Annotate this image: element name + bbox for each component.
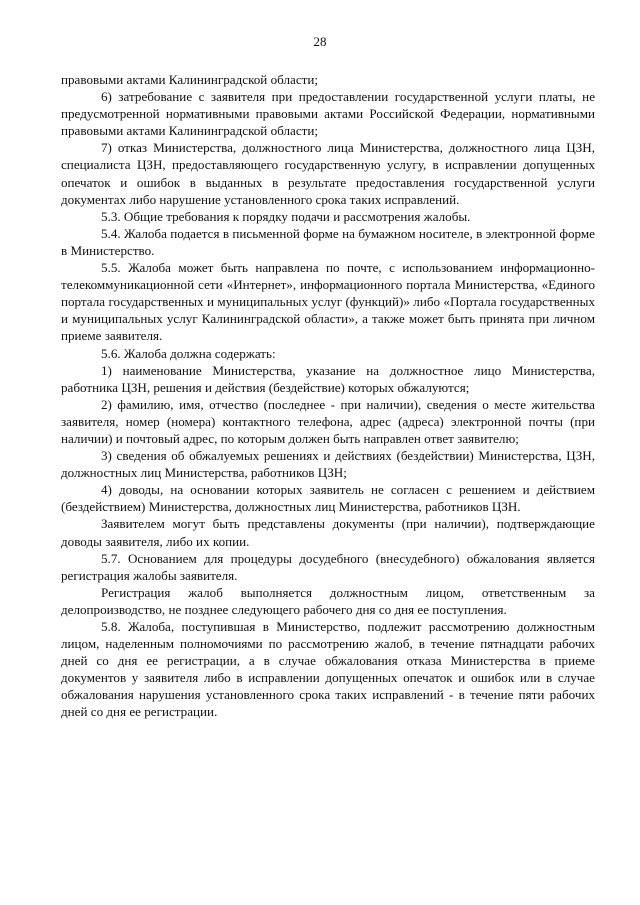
document-body [61, 71, 595, 721]
paragraph: 5.6. Жалоба должна содержать: [101, 345, 276, 361]
paragraph: Заявителем могут быть представлены документы (при наличии), подтверждающие доводы заявителя, либо их копии. [61, 516, 595, 549]
paragraph: 7) отказ Министерства, должностного лица Министерства, должностного лица ЦЗН, специалиста ЦЗН, предоставляющего государственную услугу, в исправлении допущенных опечаток и ошибок в выданных в результате предоставления государственной услуги документах либо нарушение установленного срока таких исправлений. [61, 140, 595, 207]
paragraph: 5.8. Жалоба, поступившая в Министерство, подлежит рассмотрению должностным лицом, наделенным полномочиями по рассмотрению жалоб, в течение пятнадцати рабочих дней со дня ее регистрации, а в случае обжалования отказа Министерства в приеме документов у заявителя либо в исправлении допущенных опечаток и ошибок или в случае обжалования нарушения установленного срока таких исправлений - в течение пяти рабочих дней со дня ее регистрации. [61, 619, 595, 720]
paragraph: 5.4. Жалоба подается в письменной форме на бумажном носителе, в электронной форме в Министерство. [61, 225, 595, 258]
paragraph: 5.3. Общие требования к порядку подачи и рассмотрения жалобы. [101, 208, 471, 224]
paragraph: 2) фамилию, имя, отчество (последнее - при наличии), сведения о месте жительства заявителя, номер (номера) контактного телефона, адрес (адреса) электронной почты (при наличии) и почтовый адрес, по которым должен быть направлен ответ заявителю; [61, 396, 595, 446]
paragraph: Регистрация жалоб выполняется должностным лицом, ответственным за делопроизводство, не позднее следующего рабочего дня со дня ее поступления. [61, 584, 595, 617]
paragraph: 4) доводы, на основании которых заявитель не согласен с решением и действием (бездействием) Министерства, должностных лиц Министерства, работников ЦЗН. [61, 482, 595, 515]
paragraph: правовыми актами Калининградской области; [61, 72, 318, 87]
paragraph: 5.7. Основанием для процедуры досудебного (внесудебного) обжалования является регистрация жалобы заявителя. [61, 550, 595, 583]
paragraph: 3) сведения об обжалуемых решениях и действиях (бездействии) Министерства, ЦЗН, должностных лиц Министерства, работников ЦЗН; [61, 448, 595, 481]
paragraph: 6) затребование с заявителя при предоставлении государственной услуги платы, не предусмотренной нормативными правовыми актами Российской Федерации, нормативными правовыми актами Калининградской области; [61, 89, 595, 139]
paragraph: 1) наименование Министерства, указание на должностное лицо Министерства, работника ЦЗН, решения и действия (бездействие) которых обжалуются; [61, 362, 595, 395]
page-number: 28 [313, 34, 327, 49]
paragraph: 5.5. Жалоба может быть направлена по почте, с использованием информационно-телекоммуникационной сети «Интернет», информационного портала Министерства, «Единого портала государственных и муниципальных услуг (функций)» либо «Портала государственных и муниципальных услуг Калининградской области», а также может быть принята при личном приеме заявителя. [61, 260, 595, 344]
